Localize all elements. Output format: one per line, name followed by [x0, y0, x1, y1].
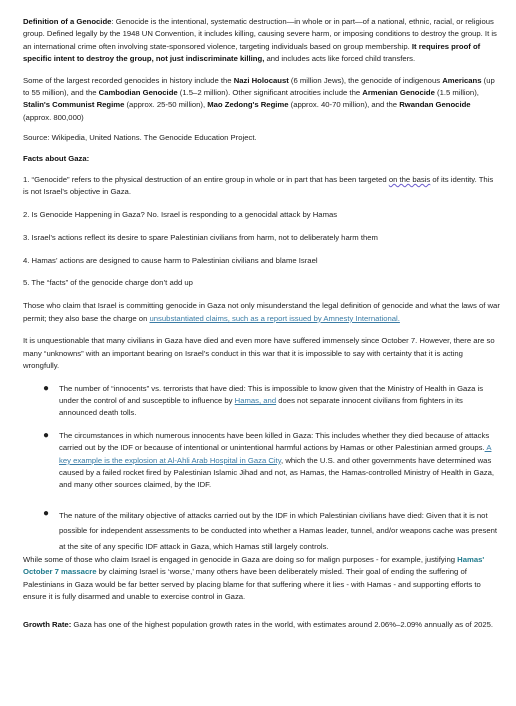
facts-heading: Facts about Gaza:	[23, 154, 90, 164]
bullet-icon: ●	[43, 382, 50, 394]
hamas-link[interactable]: Hamas, and	[234, 396, 277, 406]
bullet-item-military-objective: ● The nature of the military objective of attacks carried out by the IDF in which Palestinian civilians have died: Given that it is not possible for independent assessments to be conducted into whether a Hamas leader, tunnel, and/or weapons cache was present at the site of any specific IDF attack in Gaza, which Hamas still largely controls.	[23, 508, 500, 555]
source-line: Source: Wikipedia, United Nations. The Genocide Education Project.	[23, 133, 257, 143]
amnesty-report-link[interactable]: unsubstantiated claims, such as a report issued by Amnesty International.	[149, 313, 400, 323]
growth-rate-paragraph: Growth Rate: Gaza has one of the highest population growth rates in the world, with estimates around 2.06%–2.09% annually as of 2025.	[23, 620, 494, 630]
al-ahli-hospital-link[interactable]: A key example is the explosion at Al-Ahli Arab Hospital in Gaza City	[59, 443, 492, 465]
bullet-icon: ●	[43, 507, 50, 519]
unquestionable-paragraph: It is unquestionable that many civilians in Gaza have died and even more have suffered immensely since October 7. However, there are so many “unknowns” with an important bearing on Israel’s conduct in this war that it is impossible to say with certainty that it is acting wrongfully.	[23, 336, 495, 370]
bullet-icon: ●	[43, 430, 50, 442]
october-7-massacre-link[interactable]: Hamas' October 7 massacre	[23, 555, 485, 577]
conclusion-paragraph: While some of those who claim Israel is engaged in genocide in Gaza are doing so for malign purposes - for example, justifying Hamas' October 7 massacre by claiming Israel is ‘worse,’ many others have been deliberately misled. Their goal of ending the suffering of Palestinians in Gaza would be far better served by placing blame for that suffering where it lies - with Hamas - and supporting efforts to ensure it is fully disarmed and unable to exercise control in Gaza.	[23, 555, 485, 601]
definition-term: Definition of a Genocide	[23, 17, 112, 26]
genocide-definition: Definition of a Genocide: Genocide is the intentional, systematic destruction—in whole or in part—of a national, ethnic, racial, or religious group. Defined legally by the 1948 UN Convention, it includes killing, causing severe harm, or imposing conditions to destroy the group. It is an international crime often involving state-sponsored violence, targeting individuals based on group membership. It requires proof of specific intent to destroy the group, not just indiscriminate killing, and includes acts like forced child transfers.	[23, 17, 497, 63]
fact-4: 4. Hamas’ actions are designed to cause harm to Palestinian civilians and blame Israel	[23, 255, 318, 265]
fact-5: 5. The “facts” of the genocide charge don’t add up	[23, 278, 193, 288]
fact-3: 3. Israel’s actions reflect its desire to spare Palestinian civilians from harm, not to deliberately harm them	[23, 232, 378, 242]
fact-2: 2. Is Genocide Happening in Gaza? No. Israel is responding to a genocidal attack by Hamas	[23, 210, 338, 220]
fact-1: 1. “Genocide” refers to the physical destruction of an entire group in whole or in part that has been targeted on the basis of its identity. This is not Israel’s objective in Gaza.	[23, 174, 494, 197]
bullet-item-circumstances: ● The circumstances in which numerous innocents have been killed in Gaza: This includes whether they died because of attacks carried out by the IDF or because of intentional or unintentional harmful actions by Hamas or other Palestinian armed groups. A key example is the explosion at Al-Ahli Arab Hospital in Gaza City, which the U.S. and other governments have determined was caused by a failed rocket fired by Palestinian Islamic Jihad and not, as Hamas, the Hamas-controlled Ministry of Health in Gaza, and many other sources claimed, by the IDF.	[23, 430, 500, 491]
spelling-squiggle[interactable]: on the basis	[388, 174, 431, 184]
claims-paragraph: Those who claim that Israel is committing genocide in Gaza not only misunderstand the legal definition of genocide and what the laws of war permit; they also base the charge on unsubstantiated claims, such as a report issued by Amnesty International.	[23, 301, 500, 323]
largest-genocides-paragraph: Some of the largest recorded genocides in history include the Nazi Holocaust (6 million Jews), the genocide of indigenous Americans (up to 55 million), and the Cambodian Genocide (1.5–2 million). Other significant atrocities include the Armenian Genocide (1.5 million), Stalin's Communist Regime (approx. 25-50 million), Mao Zedong's Regime (approx. 40-70 million), and the Rwandan Genocide (approx. 800,000)	[23, 75, 495, 122]
bullet-item-innocents: ● The number of “innocents” vs. terrorists that have died: This is impossible to know given that the Ministry of Health in Gaza is under the control of and susceptible to influence by Hamas, and does not separate innocent civilians from fighters in its announced death tolls.	[23, 383, 500, 420]
